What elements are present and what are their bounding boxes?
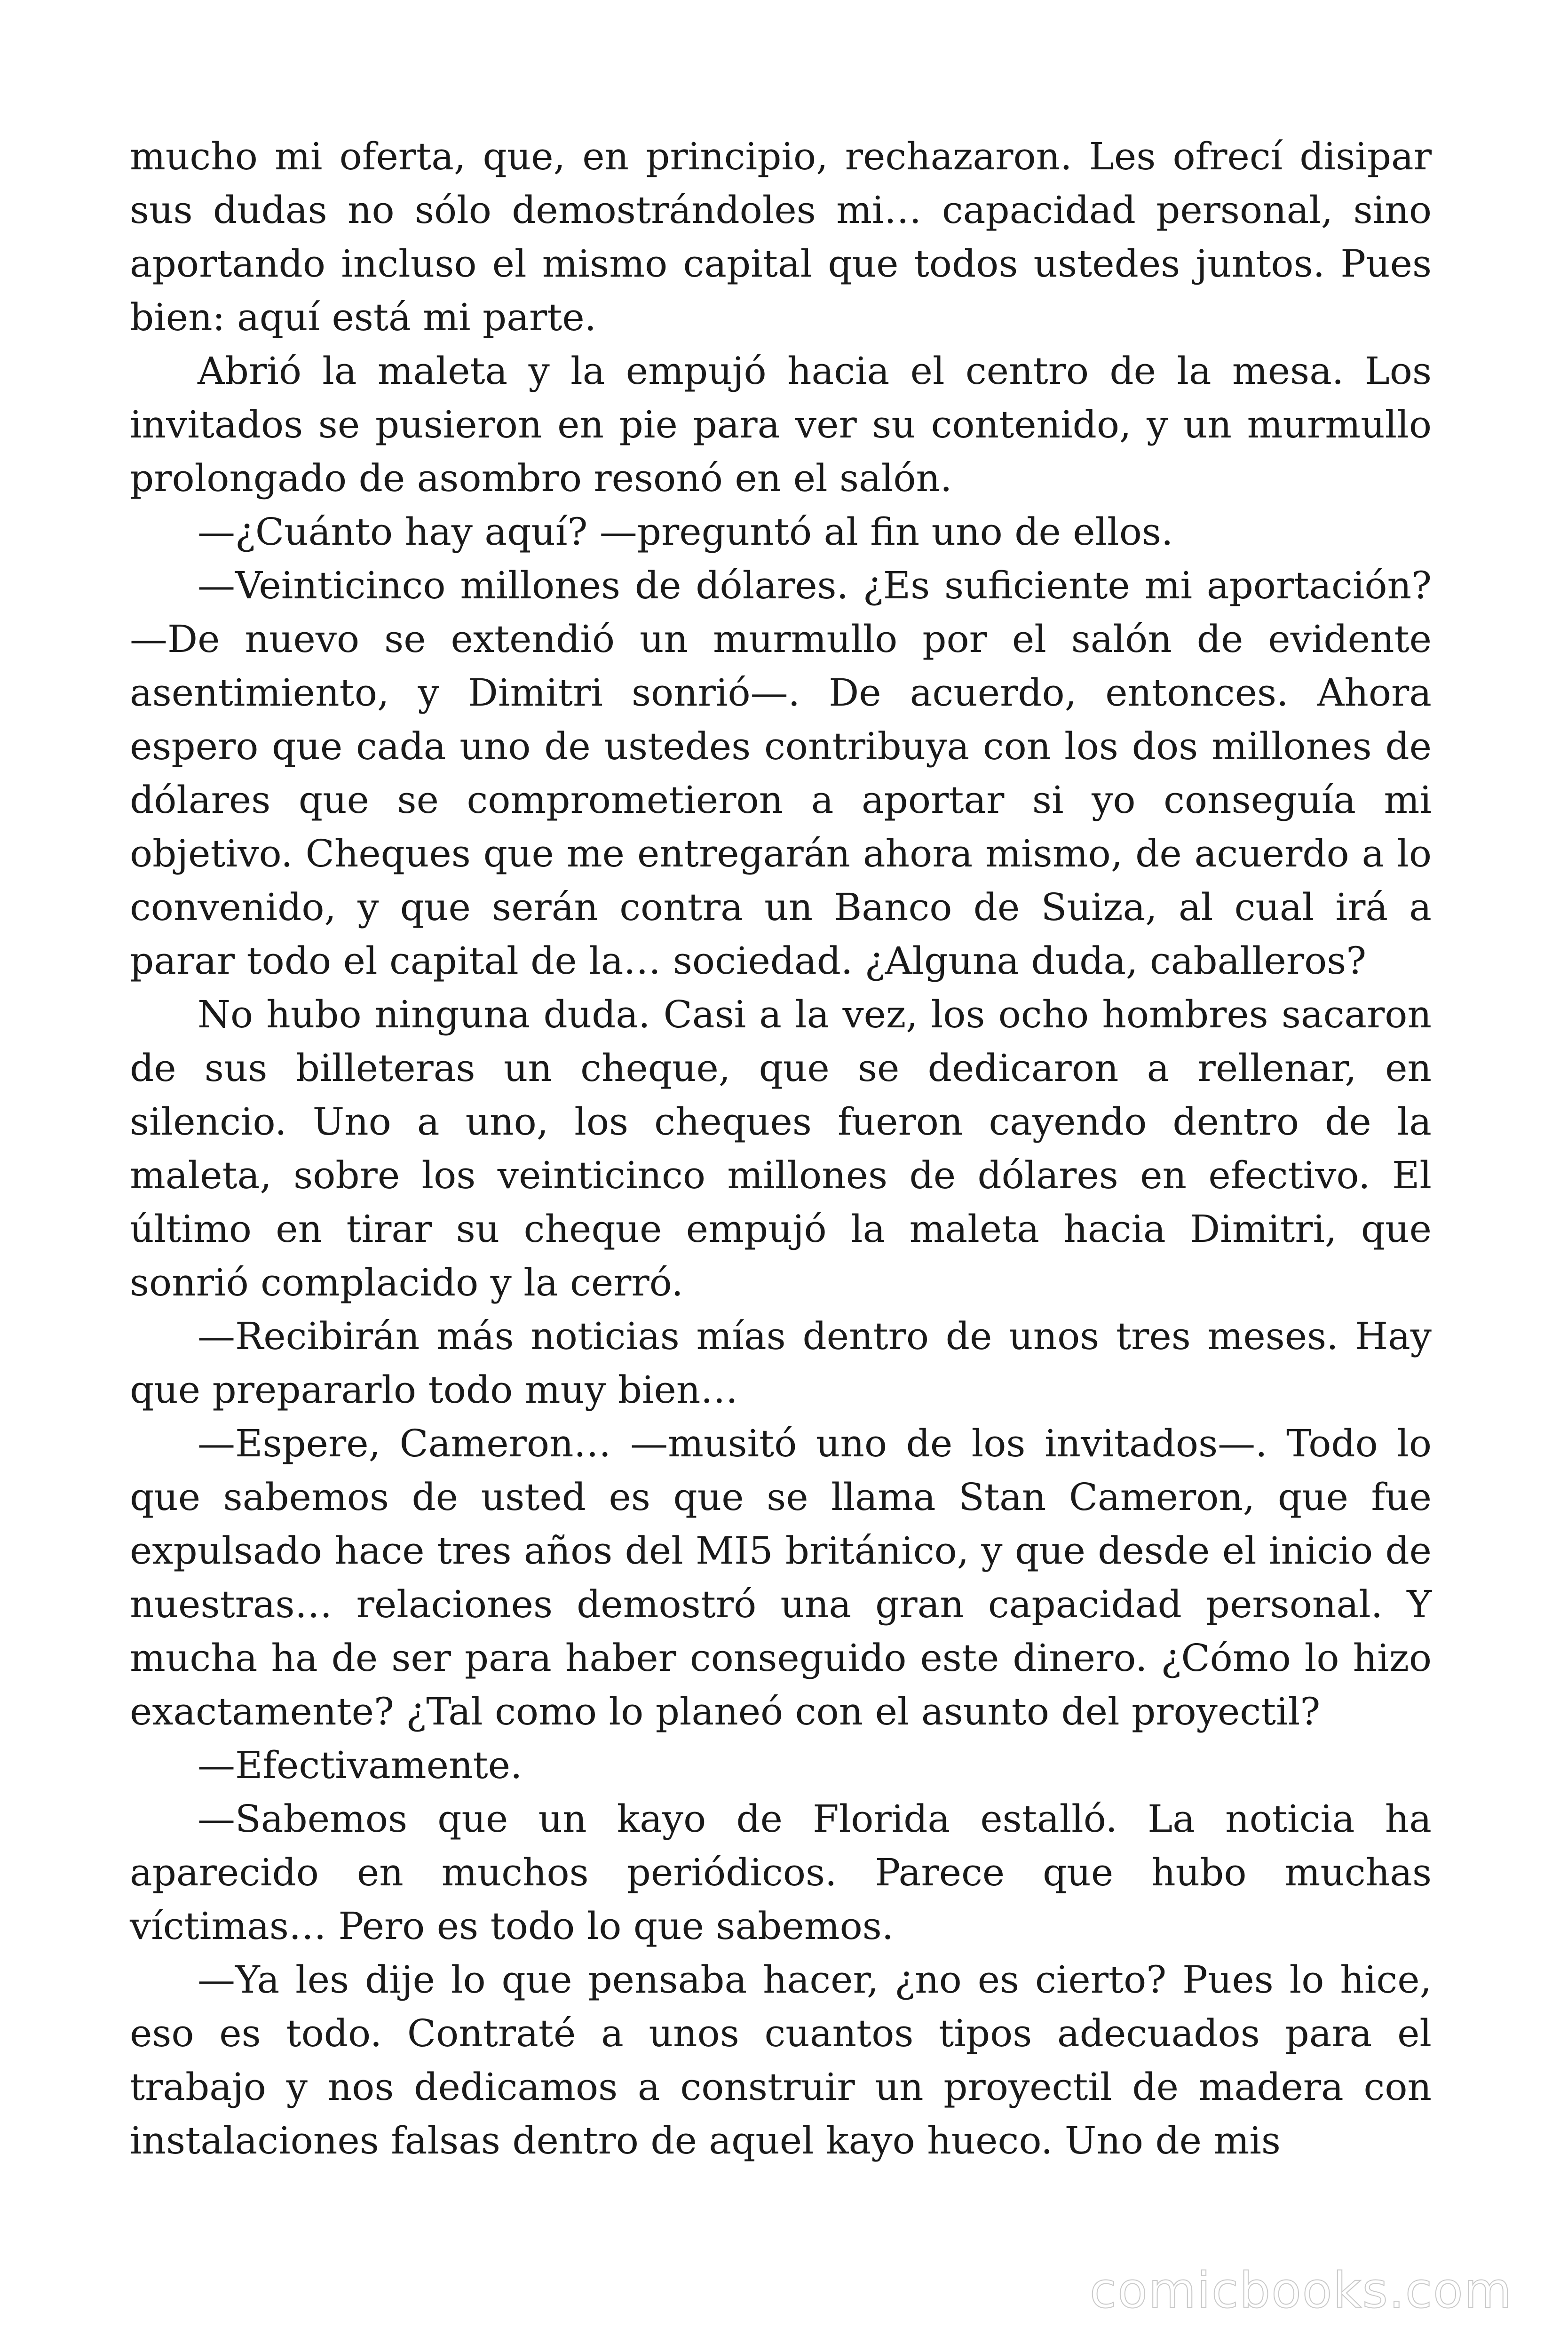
paragraph: —Espere, Cameron… —musitó uno de los invitados—. Todo lo que sabemos de usted es que se llama Stan Cameron, que fue expulsado hace tres años del MI5 británico, y que desde el inicio de nuestras… relaciones demostró una gran capacidad personal. Y mucha ha de ser para haber conseguido este dinero. ¿Cómo lo hizo exactamente? ¿Tal como lo planeó con el asunto del proyectil? [130, 1422, 1432, 1733]
paragraph: mucho mi oferta, que, en principio, rechazaron. Les ofrecí disipar sus dudas no sólo demostrándoles mi… capacidad personal, sino aportando incluso el mismo capital que todos ustedes juntos. Pues bien: aquí está mi parte. [130, 135, 1432, 339]
paragraph: —Recibirán más noticias mías dentro de unos tres meses. Hay que prepararlo todo muy bien… [130, 1314, 1432, 1412]
paragraph: —Sabemos que un kayo de Florida estalló. La noticia ha aparecido en muchos periódicos. Parece que hubo muchas víctimas… Pero es todo lo que sabemos. [130, 1797, 1432, 1948]
paragraph: No hubo ninguna duda. Casi a la vez, los ocho hombres sacaron de sus billeteras un cheque, que se dedicaron a rellenar, en silencio. Uno a uno, los cheques fueron cayendo dentro de la maleta, sobre los veinticinco millones de dólares en efectivo. El último en tirar su cheque empujó la maleta hacia Dimitri, que sonrió complacido y la cerró. [130, 993, 1432, 1304]
paragraph: Abrió la maleta y la empujó hacia el centro de la mesa. Los invitados se pusieron en pie para ver su contenido, y un murmullo prolongado de asombro resonó en el salón. [130, 349, 1432, 500]
paragraph: —Ya les dije lo que pensaba hacer, ¿no es cierto? Pues lo hice, eso es todo. Contraté a unos cuantos tipos adecuados para el trabajo y nos dedicamos a construir un proyectil de madera con instalaciones falsas dentro de aquel kayo hueco. Uno de mis [130, 1958, 1432, 2162]
paragraph: —Efectivamente. [198, 1743, 523, 1787]
watermark: comicbooks.com [1089, 2262, 1513, 2319]
paragraph: —Veinticinco millones de dólares. ¿Es suficiente mi aportación? —De nuevo se extendió un murmullo por el salón de evidente asentimiento, y Dimitri sonrió—. De acuerdo, entonces. Ahora espero que cada uno de ustedes contribuya con los dos millones de dólares que se comprometieron a aportar si yo conseguía mi objetivo. Cheques que me entregarán ahora mismo, de acuerdo a lo convenido, y que serán contra un Banco de Suiza, al cual irá a parar todo el capital de la… sociedad. ¿Alguna duda, caballeros? [130, 564, 1432, 983]
paragraph: —¿Cuánto hay aquí? —preguntó al fin uno de ellos. [198, 510, 1173, 554]
page-text [130, 130, 1432, 2168]
